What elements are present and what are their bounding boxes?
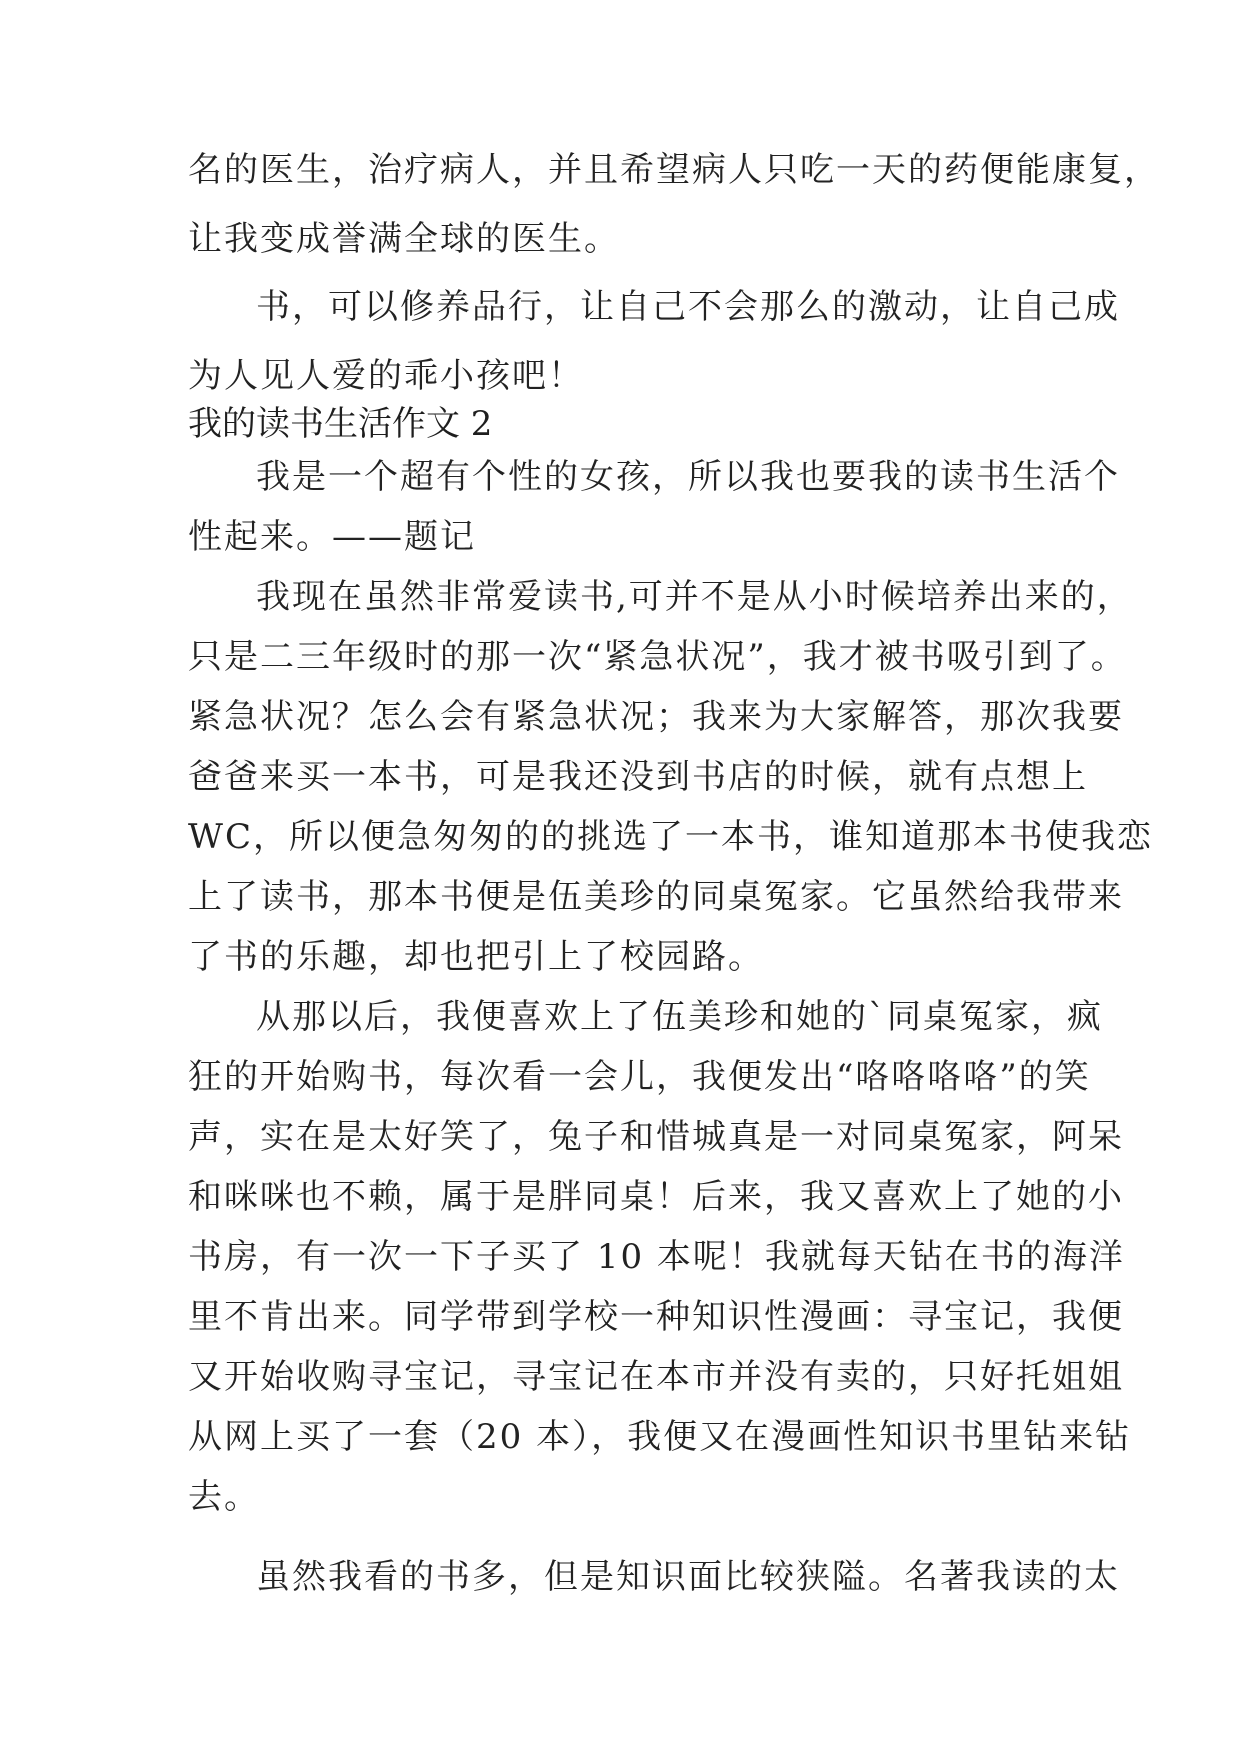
text-line: 虽然我看的书多，但是知识面比较狭隘。名著我读的太 (256, 1557, 1120, 1597)
text-line: 性起来。——题记 (188, 517, 476, 557)
text-line: 声，实在是太好笑了，兔子和惜城真是一对同桌冤家，阿呆 (188, 1117, 1124, 1157)
text-line: 又开始收购寻宝记，寻宝记在本市并没有卖的，只好托姐姐 (188, 1357, 1124, 1397)
text-line: 让我变成誉满全球的医生。 (188, 219, 620, 259)
text-line: 只是二三年级时的那一次“紧急状况”，我才被书吸引到了。 (188, 637, 1127, 677)
text-line: WC，所以便急匆匆的的挑选了一本书，谁知道那本书使我恋 (188, 817, 1153, 857)
text-line: 书，可以修养品行，让自己不会那么的激动，让自己成 (256, 287, 1120, 327)
text-line: 和咪咪也不赖，属于是胖同桌！后来，我又喜欢上了她的小 (188, 1177, 1124, 1217)
text-line: 爸爸来买一本书，可是我还没到书店的时候，就有点想上 (188, 757, 1088, 797)
text-line: 名的医生，治疗病人，并且希望病人只吃一天的药便能康复， (188, 150, 1160, 190)
text-line: 去。 (188, 1477, 260, 1517)
text-line: 书房，有一次一下子买了 10 本呢！我就每天钻在书的海洋 (188, 1237, 1125, 1277)
text-line: 狂的开始购书，每次看一会儿，我便发出“咯咯咯咯”的笑 (188, 1057, 1091, 1097)
text-line: 紧急状况？怎么会有紧急状况；我来为大家解答，那次我要 (188, 697, 1124, 737)
text-line: 为人见人爱的乖小孩吧！ (188, 356, 584, 396)
text-line: 从那以后，我便喜欢上了伍美珍和她的`同桌冤家，疯 (256, 997, 1103, 1037)
text-line: 里不肯出来。同学带到学校一种知识性漫画：寻宝记，我便 (188, 1297, 1124, 1337)
text-line: 我现在虽然非常爱读书,可并不是从小时候培养出来的， (256, 577, 1133, 617)
text-line: 了书的乐趣，却也把引上了校园路。 (188, 937, 764, 977)
section-heading: 我的读书生活作文 2 (188, 404, 493, 444)
text-line: 我是一个超有个性的女孩，所以我也要我的读书生活个 (256, 457, 1120, 497)
text-line: 从网上买了一套（20 本），我便又在漫画性知识书里钻来钻 (188, 1417, 1132, 1457)
text-line: 上了读书，那本书便是伍美珍的同桌冤家。它虽然给我带来 (188, 877, 1124, 917)
